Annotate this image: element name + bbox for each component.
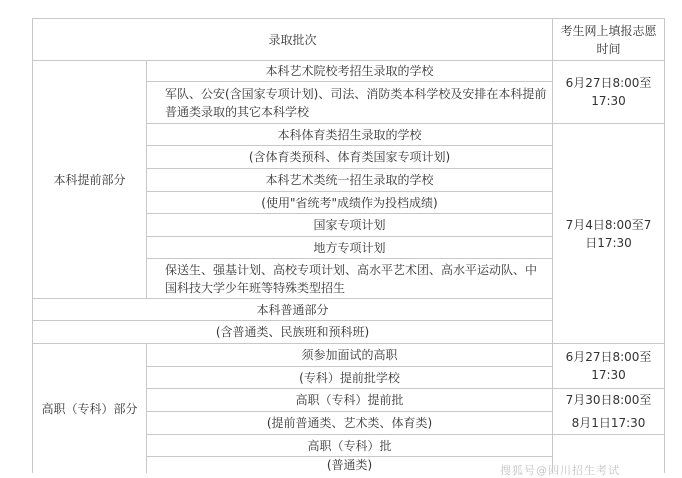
time-cell: 8月1日17:30 bbox=[571, 416, 646, 430]
list-item: 军队、公安(含国家专项计划)、司法、消防类本科学校及安排在本科提前普通类录取的其它本科学校 bbox=[165, 86, 547, 119]
list-item: 本科体育类招生录取的学校 bbox=[277, 127, 422, 142]
section-label-undergrad-early: 本科提前部分 bbox=[53, 172, 126, 187]
list-item: (使用"省统考"成绩作为投档成绩) bbox=[261, 195, 438, 210]
time-cell: 6月27日8:00至17:30 bbox=[565, 76, 652, 108]
list-item: 本科艺术院校考招生录取的学校 bbox=[265, 64, 434, 78]
header-time: 考生网上填报志愿时间 bbox=[560, 23, 657, 56]
list-item: (含体育类预科、体育类国家专项计划) bbox=[248, 150, 451, 164]
list-item: 高职（专科）批 bbox=[307, 438, 392, 453]
list-item: (提前普通类、艺术类、体育类) bbox=[266, 416, 433, 430]
time-cell: 7月30日8:00至 bbox=[565, 393, 652, 407]
list-item: 国家专项计划 bbox=[313, 218, 386, 232]
list-item: 保送生、强基计划、高校专项计划、高水平艺术团、高水平运动队、中国科技大学少年班等特殊类型招生 bbox=[165, 262, 538, 295]
time-cell: 7月4日8:00至7日17:30 bbox=[565, 217, 652, 250]
header-batch: 录取批次 bbox=[268, 32, 317, 47]
time-cell: 6月27日8:00至17:30 bbox=[565, 350, 652, 382]
list-item: 本科艺术类统一招生录取的学校 bbox=[265, 173, 434, 187]
list-item: 本科普通部分 bbox=[256, 302, 329, 317]
list-item: 高职（专科）提前批 bbox=[295, 393, 404, 407]
section-label-vocational: 高职（专科）部分 bbox=[41, 401, 138, 416]
watermark: 搜狐号@四川招生考试 bbox=[500, 464, 620, 477]
list-item: 须参加面试的高职 bbox=[301, 348, 398, 362]
list-item: (含普通类、民族班和预科班) bbox=[215, 325, 370, 339]
list-item: (专科）提前批学校 bbox=[299, 370, 400, 385]
table-border-right bbox=[664, 18, 665, 473]
list-item: 地方专项计划 bbox=[313, 240, 386, 255]
list-item: (普通类) bbox=[326, 458, 373, 472]
